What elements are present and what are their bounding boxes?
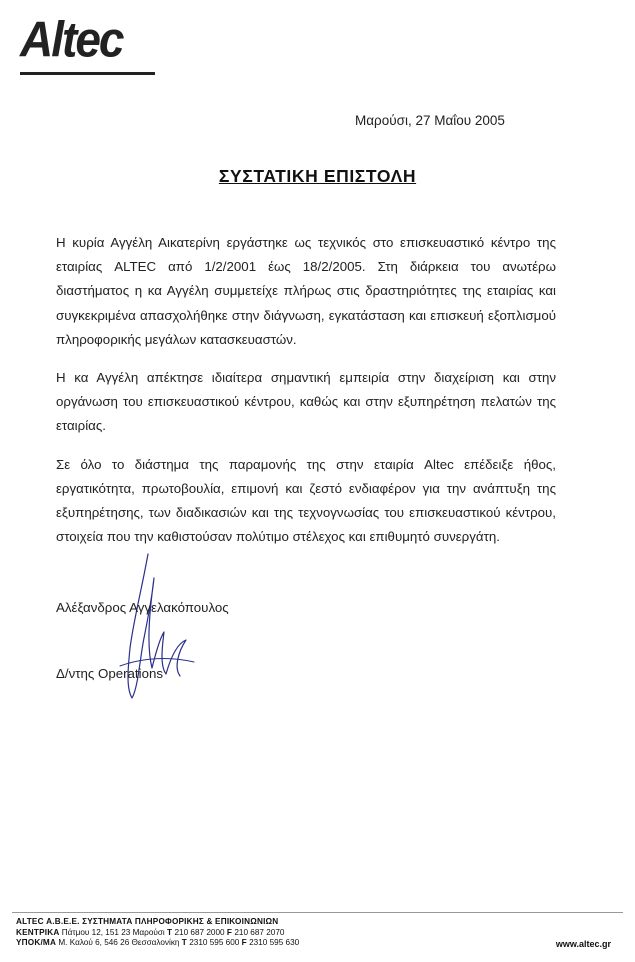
letter-date: Μαρούσι, 27 Μαΐου 2005 xyxy=(355,113,505,128)
paragraph-2: Η κα Αγγέλη απέκτησε ιδιαίτερα σημαντική εμπειρία στην διαχείριση και στην οργάνωση του επισκευαστικού κέντρου, καθώς και στην εξυπηρέτηση πελατών της εταιρίας. xyxy=(56,370,556,434)
website-link[interactable]: www.altec.gr xyxy=(555,939,611,949)
footer-hq: ΚΕΝΤΡΙΚΑ Πάτμου 12, 151 23 Μαρούσι T 210 687 2000 F 210 687 2070 xyxy=(16,927,285,937)
altec-logo: Altec xyxy=(20,10,123,68)
letter-title: ΣΥΣΤΑΤΙΚΗ ΕΠΙΣΤΟΛΗ xyxy=(218,166,417,186)
footer xyxy=(16,917,299,949)
logo-underline xyxy=(20,72,155,75)
footer-divider xyxy=(12,912,623,913)
signer-title: Δ/ντης Operations xyxy=(56,666,164,681)
footer-branch: ΥΠΟΚ/ΜΑ Μ. Καλού 6, 546 26 Θεσσαλονίκη T 2310 595 600 F 2310 595 630 xyxy=(16,938,300,947)
letter-body xyxy=(56,231,556,563)
signer-name: Αλέξανδρος Αγγελακόπουλος xyxy=(56,600,229,615)
paragraph-3: Σε όλο το διάστημα της παραμονής της στην εταιρία Altec επέδειξε ήθος, εργατικότητα, πρωτοβουλία, επιμονή και ζεστό ενδιαφέρον για την ανάπτυξη της εξυπηρέτησης, των διαδικασιών και της τεχνογνωσίας του επισκευαστικού κέντρου, στοιχεία που την καθιστούσαν πολύτιμο στέλεχος και επιθυμητό συνεργάτη. xyxy=(56,456,556,545)
handwritten-signature xyxy=(90,548,210,708)
paragraph-1: Η κυρία Αγγέλη Αικατερίνη εργάστηκε ως τεχνικός στο επισκευαστικό κέντρο της εταιρίας ALTEC από 1/2/2001 έως 18/2/2005. Στη διάρκεια του ανωτέρω διαστήματος η κα Αγγέλη συμμετείχε πλήρως στις δραστηριότητες της εταιρίας και συγκεκριμένα απασχολήθηκε στην διάγνωση, εγκατάσταση και επισκευή εξοπλισμού πληροφορικής μεγάλων κατασκευαστών. xyxy=(56,235,556,347)
footer-company: ALTEC Α.Β.Ε.Ε. ΣΥΣΤΗΜΑΤΑ ΠΛΗΡΟΦΟΡΙΚΗΣ & ΕΠΙΚΟΙΝΩΝΙΩΝ xyxy=(16,917,279,926)
